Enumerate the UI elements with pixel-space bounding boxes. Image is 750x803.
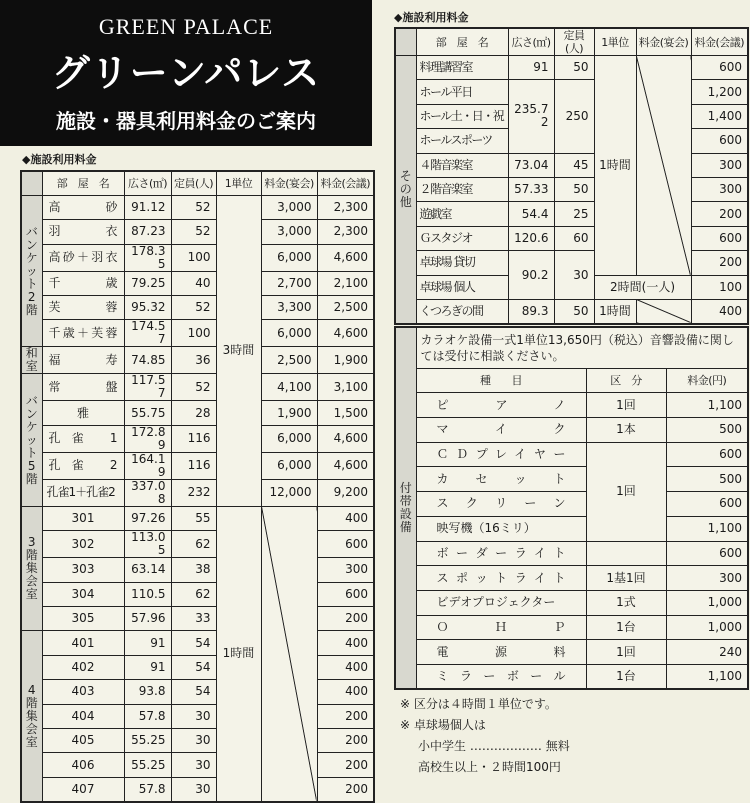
- room-capacity: 100: [171, 320, 216, 347]
- equipment-unit: 1本: [586, 418, 666, 443]
- note-adults: 高校生以上・２時間100円: [418, 760, 561, 774]
- table-row: [21, 479, 374, 506]
- fee-meeting: 200: [691, 202, 748, 226]
- facility-fee-table-right: [394, 27, 749, 325]
- equipment-fee: 1,000: [666, 590, 748, 615]
- fee-banquet: 3,000: [261, 195, 317, 219]
- time-unit: 2時間(一人): [594, 275, 691, 299]
- header-blank: [395, 28, 416, 56]
- column-header: 料金(宴会): [636, 28, 691, 56]
- fee-banquet: 4,100: [261, 374, 317, 401]
- room-name: ４階音楽室: [416, 153, 508, 177]
- room-area: 63.14: [124, 558, 171, 582]
- fee-meeting: 4,600: [317, 244, 374, 271]
- table-row: [395, 177, 748, 201]
- equipment-fee: 500: [666, 418, 748, 443]
- equipment-unit: 1回: [586, 393, 666, 418]
- column-header: 料金(会議): [317, 171, 374, 195]
- fee-meeting: 600: [317, 531, 374, 558]
- fee-banquet-na: [261, 506, 317, 801]
- equipment-unit: 1回: [586, 640, 666, 665]
- equipment-name: スクリーン: [416, 492, 586, 517]
- column-header: 料金(会議): [691, 28, 748, 56]
- equipment-unit: [586, 541, 666, 566]
- group-label: バンケット5階: [21, 374, 42, 506]
- room-capacity: 232: [171, 479, 216, 506]
- room-area: 120.6: [508, 226, 554, 250]
- table-row: [395, 202, 748, 226]
- room-name: 402: [42, 655, 124, 679]
- room-name: 孔雀1＋孔雀2: [42, 479, 124, 506]
- equipment-name: ピアノ: [416, 393, 586, 418]
- room-area: 337.08: [124, 479, 171, 506]
- table-row: [21, 296, 374, 320]
- table-row: [21, 271, 374, 295]
- room-name: 福寿: [42, 347, 124, 374]
- equipment-unit: 1台: [586, 615, 666, 640]
- room-name: 406: [42, 753, 124, 777]
- room-area: 90.2: [508, 251, 554, 300]
- room-capacity: 30: [554, 251, 594, 300]
- table-row: [21, 320, 374, 347]
- fee-banquet: 3,000: [261, 220, 317, 244]
- room-name: 遊戯室: [416, 202, 508, 226]
- room-name: 305: [42, 607, 124, 631]
- table-row: [21, 374, 374, 401]
- equipment-fee: 600: [666, 541, 748, 566]
- fee-meeting: 600: [691, 226, 748, 250]
- table-row: [395, 615, 748, 640]
- room-capacity: 30: [171, 753, 216, 777]
- room-name: 孔雀 2: [42, 452, 124, 479]
- room-name: Ｇスタジオ: [416, 226, 508, 250]
- table-row: [395, 226, 748, 250]
- equipment-fee: 500: [666, 467, 748, 492]
- table-row: [395, 251, 748, 275]
- fee-meeting: 2,500: [317, 296, 374, 320]
- room-capacity: 62: [171, 531, 216, 558]
- column-header: 部 屋 名: [42, 171, 124, 195]
- room-name: 料理講習室: [416, 56, 508, 80]
- room-capacity: 40: [171, 271, 216, 295]
- column-header: 料金(円): [666, 369, 748, 393]
- equipment-name: ＯＨＰ: [416, 615, 586, 640]
- time-unit: 1時間: [594, 56, 636, 276]
- time-unit: 1時間: [594, 299, 636, 323]
- table-row: [395, 299, 748, 323]
- fee-meeting: 1,400: [691, 104, 748, 128]
- room-capacity: 50: [554, 299, 594, 323]
- equipment-unit: 1台: [586, 664, 666, 689]
- fee-banquet: 3,300: [261, 296, 317, 320]
- equipment-unit: 1式: [586, 590, 666, 615]
- equipment-unit: 1基1回: [586, 566, 666, 591]
- room-capacity: 54: [171, 631, 216, 655]
- table-row: [21, 582, 374, 606]
- fee-meeting: 200: [317, 704, 374, 728]
- room-name: ホール土・日・祝: [416, 104, 508, 128]
- group-label: 和室: [21, 347, 42, 374]
- table-row: [395, 516, 748, 541]
- fee-banquet-na: [636, 299, 691, 323]
- table-row: [21, 244, 374, 271]
- room-area: 73.04: [508, 153, 554, 177]
- fee-banquet: 2,700: [261, 271, 317, 295]
- column-header: 定員(人): [554, 28, 594, 56]
- room-capacity: 116: [171, 452, 216, 479]
- table-row: [21, 753, 374, 777]
- room-name: ２階音楽室: [416, 177, 508, 201]
- room-area: 89.3: [508, 299, 554, 323]
- equipment-name: カセット: [416, 467, 586, 492]
- fee-meeting: 300: [691, 153, 748, 177]
- table-row: [395, 541, 748, 566]
- table-row: [21, 680, 374, 704]
- title-banner: [0, 0, 372, 146]
- fee-meeting: 300: [691, 177, 748, 201]
- equipment-fee-table: [394, 326, 749, 690]
- room-area: 87.23: [124, 220, 171, 244]
- fee-meeting: 600: [691, 56, 748, 80]
- room-name: 405: [42, 728, 124, 752]
- fee-meeting: 400: [317, 655, 374, 679]
- fee-meeting: 400: [691, 299, 748, 323]
- equipment-fee: 1,100: [666, 393, 748, 418]
- room-area: 79.25: [124, 271, 171, 295]
- room-capacity: 54: [171, 655, 216, 679]
- group-label: バンケット2階: [21, 195, 42, 347]
- room-capacity: 55: [171, 506, 216, 530]
- table-row: [395, 393, 748, 418]
- room-capacity: 52: [171, 195, 216, 219]
- room-area: 178.35: [124, 244, 171, 271]
- fee-meeting: 2,300: [317, 220, 374, 244]
- room-area: 55.25: [124, 753, 171, 777]
- room-area: 91: [508, 56, 554, 80]
- section-title-right: ◆施設利用料金: [394, 11, 469, 24]
- equipment-name: 電源料: [416, 640, 586, 665]
- fee-meeting: 1,500: [317, 401, 374, 425]
- fee-banquet: 6,000: [261, 425, 317, 452]
- equipment-name: ビデオプロジェクター: [416, 590, 586, 615]
- table-row: [21, 558, 374, 582]
- table-header: [21, 171, 374, 195]
- group-label: 付帯設備: [395, 327, 416, 689]
- room-name: 卓球場 個人: [416, 275, 508, 299]
- column-header: 定員(人): [171, 171, 216, 195]
- note-unit: ※ 区分は４時間１単位です。: [400, 697, 557, 711]
- room-name: 雅: [42, 401, 124, 425]
- table-row: [21, 631, 374, 655]
- room-area: 117.57: [124, 374, 171, 401]
- table-row: [395, 566, 748, 591]
- table-row: [395, 153, 748, 177]
- fee-meeting: 400: [317, 506, 374, 530]
- room-name: 304: [42, 582, 124, 606]
- column-header: 料金(宴会): [261, 171, 317, 195]
- room-name: 常盤: [42, 374, 124, 401]
- room-area: 113.05: [124, 531, 171, 558]
- table-row: [21, 777, 374, 801]
- group-label: 3階集会室: [21, 506, 42, 631]
- group-label: その他: [395, 56, 416, 324]
- equipment-fee: 300: [666, 566, 748, 591]
- fee-banquet: 6,000: [261, 320, 317, 347]
- fee-meeting: 200: [317, 728, 374, 752]
- fee-banquet-na: [636, 56, 691, 276]
- equipment-fee: 1,100: [666, 516, 748, 541]
- room-capacity: 52: [171, 374, 216, 401]
- room-capacity: 30: [171, 728, 216, 752]
- fee-meeting: 2,100: [317, 271, 374, 295]
- fee-meeting: 200: [317, 607, 374, 631]
- fee-banquet: 6,000: [261, 244, 317, 271]
- fee-meeting: 1,900: [317, 347, 374, 374]
- room-name: 高砂: [42, 195, 124, 219]
- title-japanese: グリーンパレス: [51, 51, 321, 95]
- equipment-fee: 600: [666, 442, 748, 467]
- table-row: [395, 640, 748, 665]
- notes: [400, 694, 570, 778]
- table-row: [21, 452, 374, 479]
- fee-meeting: 200: [691, 251, 748, 275]
- equipment-fee: 1,000: [666, 615, 748, 640]
- table-row: [21, 531, 374, 558]
- header-blank: [21, 171, 42, 195]
- table-row: [21, 728, 374, 752]
- room-name: 千歳: [42, 271, 124, 295]
- table-row: [395, 442, 748, 467]
- table-row: [395, 664, 748, 689]
- group-label: 4階集会室: [21, 631, 42, 802]
- equipment-name: スポットライト: [416, 566, 586, 591]
- fee-meeting: 200: [317, 753, 374, 777]
- fee-meeting: 600: [317, 582, 374, 606]
- room-area: 235.72: [508, 80, 554, 153]
- room-capacity: 250: [554, 80, 594, 153]
- room-name: 千歳＋芙蓉: [42, 320, 124, 347]
- room-area: 95.32: [124, 296, 171, 320]
- room-capacity: 45: [554, 153, 594, 177]
- fee-meeting: 400: [317, 680, 374, 704]
- title-english: GREEN PALACE: [98, 14, 274, 39]
- table-row: [395, 56, 748, 80]
- note-pingpong: ※ 卓球場個人は: [400, 718, 486, 732]
- room-capacity: 62: [171, 582, 216, 606]
- fee-meeting: 600: [691, 129, 748, 153]
- fee-meeting: 400: [317, 631, 374, 655]
- fee-meeting: 4,600: [317, 452, 374, 479]
- table-row: [21, 607, 374, 631]
- room-area: 57.33: [508, 177, 554, 201]
- table-row: [395, 590, 748, 615]
- table-row: [395, 467, 748, 492]
- room-name: 403: [42, 680, 124, 704]
- room-name: 301: [42, 506, 124, 530]
- room-area: 91: [124, 631, 171, 655]
- time-unit: 3時間: [216, 195, 261, 506]
- column-header: 1単位: [216, 171, 261, 195]
- fee-meeting: 4,600: [317, 320, 374, 347]
- facility-fee-table-left: [20, 170, 375, 803]
- table-row: [21, 506, 374, 530]
- fee-meeting: 100: [691, 275, 748, 299]
- equipment-name: 映写機（16ミリ）: [416, 516, 586, 541]
- fee-meeting: 1,200: [691, 80, 748, 104]
- room-name: 卓球場 貸切: [416, 251, 508, 275]
- equipment-fee: 240: [666, 640, 748, 665]
- room-capacity: 100: [171, 244, 216, 271]
- room-capacity: 54: [171, 680, 216, 704]
- note-children: 小中学生 ‥‥‥‥‥‥‥‥‥ 無料: [418, 739, 570, 753]
- equipment-fee: 600: [666, 492, 748, 517]
- column-header: 1単位: [594, 28, 636, 56]
- room-capacity: 30: [171, 777, 216, 801]
- equipment-name: ＣＤプレイヤー: [416, 442, 586, 467]
- room-name: 羽衣: [42, 220, 124, 244]
- table-row: [21, 195, 374, 219]
- equipment-name: ミラーボール: [416, 664, 586, 689]
- equipment-fee: 1,100: [666, 664, 748, 689]
- fee-meeting: 9,200: [317, 479, 374, 506]
- room-area: 97.26: [124, 506, 171, 530]
- room-capacity: 50: [554, 177, 594, 201]
- room-area: 110.5: [124, 582, 171, 606]
- room-area: 54.4: [508, 202, 554, 226]
- room-area: 74.85: [124, 347, 171, 374]
- table-row: [21, 655, 374, 679]
- equipment-name: ボーダーライト: [416, 541, 586, 566]
- room-name: ホール平日: [416, 80, 508, 104]
- column-header: 部 屋 名: [416, 28, 508, 56]
- room-capacity: 28: [171, 401, 216, 425]
- table-header: [395, 28, 748, 56]
- room-capacity: 52: [171, 296, 216, 320]
- fee-meeting: 3,100: [317, 374, 374, 401]
- room-capacity: 36: [171, 347, 216, 374]
- table-row: [395, 418, 748, 443]
- room-capacity: 50: [554, 56, 594, 80]
- room-name: ホールスポーツ: [416, 129, 508, 153]
- room-name: 303: [42, 558, 124, 582]
- table-row: [21, 425, 374, 452]
- column-header: 種 目: [416, 369, 586, 393]
- fee-banquet: 2,500: [261, 347, 317, 374]
- room-area: 93.8: [124, 680, 171, 704]
- equipment-name: マイク: [416, 418, 586, 443]
- fee-meeting: 2,300: [317, 195, 374, 219]
- room-name: 孔雀 1: [42, 425, 124, 452]
- room-name: 401: [42, 631, 124, 655]
- room-capacity: 60: [554, 226, 594, 250]
- room-name: くつろぎの間: [416, 299, 508, 323]
- fee-banquet: 12,000: [261, 479, 317, 506]
- fee-meeting: 300: [317, 558, 374, 582]
- karaoke-note: カラオケ設備一式1単位13,650円（税込）音響設備に関しては受付に相談ください。: [416, 327, 748, 369]
- room-name: 404: [42, 704, 124, 728]
- table-row: [21, 704, 374, 728]
- room-area: 91.12: [124, 195, 171, 219]
- fee-meeting: 200: [317, 777, 374, 801]
- table-row: [21, 220, 374, 244]
- equipment-unit: 1回: [586, 442, 666, 541]
- subtitle: 施設・器具利用料金のご案内: [56, 109, 316, 133]
- room-capacity: 38: [171, 558, 216, 582]
- room-capacity: 25: [554, 202, 594, 226]
- fee-meeting: 4,600: [317, 425, 374, 452]
- room-capacity: 116: [171, 425, 216, 452]
- section-title-left: ◆施設利用料金: [22, 153, 97, 166]
- room-capacity: 30: [171, 704, 216, 728]
- karaoke-row: [395, 327, 748, 369]
- room-name: 302: [42, 531, 124, 558]
- room-area: 91: [124, 655, 171, 679]
- table-row: [21, 347, 374, 374]
- time-unit: 1時間: [216, 506, 261, 801]
- room-area: 57.8: [124, 704, 171, 728]
- column-header: 区 分: [586, 369, 666, 393]
- table-row: [21, 401, 374, 425]
- room-capacity: 52: [171, 220, 216, 244]
- fee-banquet: 1,900: [261, 401, 317, 425]
- room-area: 57.96: [124, 607, 171, 631]
- table-header: [395, 369, 748, 393]
- room-name: 高砂＋羽衣: [42, 244, 124, 271]
- table-row: [395, 80, 748, 104]
- table-row: [395, 492, 748, 517]
- room-area: 164.19: [124, 452, 171, 479]
- room-area: 57.8: [124, 777, 171, 801]
- room-area: 172.89: [124, 425, 171, 452]
- room-name: 芙蓉: [42, 296, 124, 320]
- room-capacity: 33: [171, 607, 216, 631]
- room-area: 55.75: [124, 401, 171, 425]
- room-area: 174.57: [124, 320, 171, 347]
- column-header: 広さ(㎡): [124, 171, 171, 195]
- room-area: 55.25: [124, 728, 171, 752]
- column-header: 広さ(㎡): [508, 28, 554, 56]
- fee-banquet: 6,000: [261, 452, 317, 479]
- room-name: 407: [42, 777, 124, 801]
